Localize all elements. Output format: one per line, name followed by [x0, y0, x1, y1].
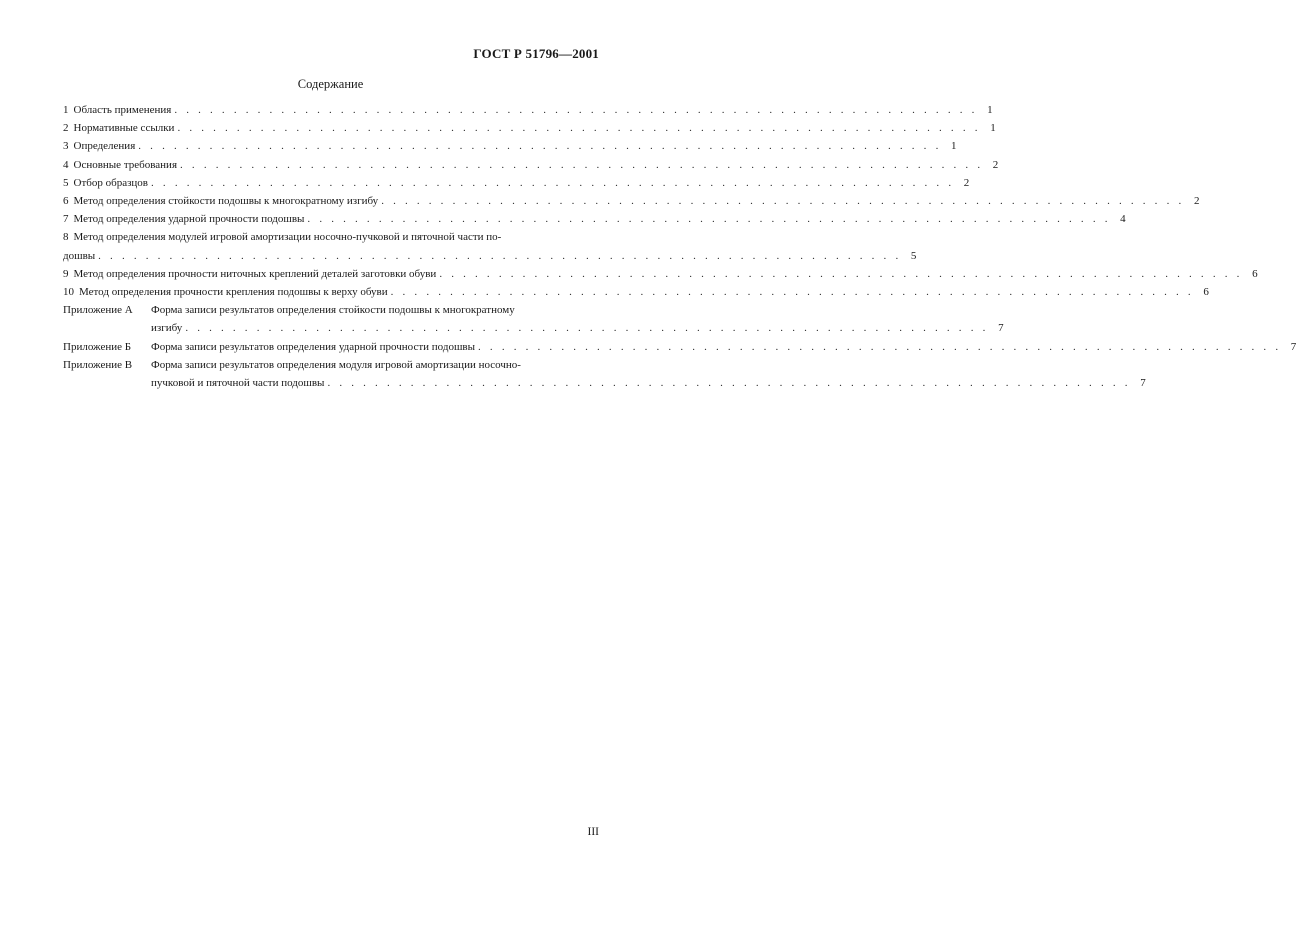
toc-entry-number: 1: [63, 104, 69, 116]
toc-entry[interactable]: [63, 156, 999, 174]
leader-dots: . . . . . . . . . . . . . . . . . . . . . . . . . . . . . . . . . . . . . . . . . . . . . . . . . . . . . . . . . . . . . . . . . . . .: [180, 158, 984, 171]
leader-dots: . . . . . . . . . . . . . . . . . . . . . . . . . . . . . . . . . . . . . . . . . . . . . . . . . . . . . . . . . . . . . . . . . . . .: [381, 195, 1185, 208]
toc-entry-title: Метод определения ударной прочности подошвы: [73, 213, 305, 226]
toc-entry-page: 2: [963, 176, 970, 189]
toc-entry-page: 6: [1203, 286, 1209, 299]
appendix-page: 7: [1140, 377, 1146, 390]
toc-entry-title: Основные требования: [73, 158, 178, 171]
toc-entry-title-line1: Метод определения модулей игровой амортизации носочно-пучковой и пяточной части по-: [73, 231, 502, 244]
toc-entry-number: 3: [63, 140, 69, 153]
toc-entry-title: Метод определения прочности крепления подошвы к верху обуви: [79, 286, 388, 299]
toc-entry-title: Метод определения стойкости подошвы к многократному изгибу: [73, 195, 379, 208]
toc-entry[interactable]: [63, 283, 1209, 301]
toc-entry-title: Нормативные ссылки: [73, 122, 175, 135]
toc-entry[interactable]: [63, 101, 993, 119]
toc-title: Содержание: [297, 77, 364, 91]
toc-entry-number: 8: [63, 231, 69, 244]
toc-entry[interactable]: [63, 192, 1200, 210]
toc-entry-title: Область применения: [73, 104, 172, 116]
appendix-entry[interactable]: [63, 356, 1146, 392]
appendix-label: Приложение А: [63, 304, 133, 317]
leader-dots: . . . . . . . . . . . . . . . . . . . . . . . . . . . . . . . . . . . . . . . . . . . . . . . . . . . . . . . . . . . . . . . . . . . .: [138, 140, 942, 153]
toc-entry-page: 5: [910, 249, 917, 262]
toc-entry-page: 2: [1193, 195, 1200, 208]
toc-entry-title: Метод определения прочности ниточных креплений деталей заготовки обуви: [73, 267, 437, 280]
leader-dots: . . . . . . . . . . . . . . . . . . . . . . . . . . . . . . . . . . . . . . . . . . . . . . . . . . . . . . . . . . . . . . . . . . . .: [174, 104, 978, 116]
appendix-page: 7: [1290, 340, 1296, 353]
table-of-contents: [63, 101, 1296, 392]
leader-dots: . . . . . . . . . . . . . . . . . . . . . . . . . . . . . . . . . . . . . . . . . . . . . . . . . . . . . . . . . . . . . . . . . . . .: [439, 267, 1243, 280]
leader-dots: . . . . . . . . . . . . . . . . . . . . . . . . . . . . . . . . . . . . . . . . . . . . . . . . . . . . . . . . . . . . . . . . . . . .: [98, 249, 902, 262]
toc-entry-number: 7: [63, 213, 69, 226]
toc-entry-number: 6: [63, 195, 69, 208]
toc-entry-number: 10: [63, 286, 74, 299]
toc-entry-page: 1: [987, 104, 993, 116]
toc-entry-page: 2: [992, 158, 999, 171]
leader-dots: . . . . . . . . . . . . . . . . . . . . . . . . . . . . . . . . . . . . . . . . . . . . . . . . . . . . . . . . . . . . . . . . . . . .: [185, 322, 989, 335]
leader-dots: . . . . . . . . . . . . . . . . . . . . . . . . . . . . . . . . . . . . . . . . . . . . . . . . . . . . . . . . . . . . . . . . . . . .: [390, 286, 1194, 299]
appendix-entry[interactable]: [63, 338, 1296, 356]
toc-entry[interactable]: [63, 137, 957, 155]
appendix-entry[interactable]: [63, 301, 1004, 337]
leader-dots: . . . . . . . . . . . . . . . . . . . . . . . . . . . . . . . . . . . . . . . . . . . . . . . . . . . . . . . . . . . . . . . . . . . .: [478, 340, 1282, 353]
appendix-title-line2: изгибу: [151, 322, 183, 335]
toc-entry-title-line2: дошвы: [63, 249, 96, 262]
appendix-label: Приложение В: [63, 358, 133, 371]
appendix-title: Форма записи результатов определения ударной прочности подошвы: [151, 340, 476, 353]
leader-dots: . . . . . . . . . . . . . . . . . . . . . . . . . . . . . . . . . . . . . . . . . . . . . . . . . . . . . . . . . . . . . . . . . . . .: [327, 377, 1131, 390]
toc-entry-number: 4: [63, 158, 69, 171]
appendix-page: 7: [998, 322, 1004, 335]
toc-entry-title: Отбор образцов: [73, 176, 149, 189]
page-number: III: [587, 826, 599, 838]
toc-entry-number: 5: [63, 176, 69, 189]
toc-entry-page: 6: [1252, 267, 1258, 280]
toc-entry[interactable]: [63, 265, 1258, 283]
appendix-title-line2: пучковой и пяточной части подошвы: [151, 377, 325, 390]
leader-dots: . . . . . . . . . . . . . . . . . . . . . . . . . . . . . . . . . . . . . . . . . . . . . . . . . . . . . . . . . . . . . . . . . . . .: [177, 122, 981, 135]
document-code: ГОСТ Р 51796—2001: [473, 46, 599, 61]
leader-dots: . . . . . . . . . . . . . . . . . . . . . . . . . . . . . . . . . . . . . . . . . . . . . . . . . . . . . . . . . . . . . . . . . . . .: [307, 213, 1111, 226]
toc-entry[interactable]: [63, 174, 970, 192]
toc-entry-page: 1: [990, 122, 996, 135]
appendix-title-line1: Форма записи результатов определения стойкости подошвы к многократному: [151, 304, 515, 317]
toc-entry-number: 2: [63, 122, 69, 135]
toc-entry-title: Определения: [73, 140, 136, 153]
toc-entry-page: 1: [951, 140, 957, 153]
toc-entry[interactable]: [63, 210, 1126, 228]
toc-entry-page: 4: [1120, 213, 1126, 226]
toc-entry[interactable]: [63, 119, 996, 137]
toc-entry-number: 9: [63, 267, 69, 280]
leader-dots: . . . . . . . . . . . . . . . . . . . . . . . . . . . . . . . . . . . . . . . . . . . . . . . . . . . . . . . . . . . . . . . . . . . .: [151, 176, 955, 189]
appendix-label: Приложение Б: [63, 340, 132, 353]
toc-entry[interactable]: [63, 228, 917, 264]
appendix-title-line1: Форма записи результатов определения модуля игровой амортизации носочно-: [151, 358, 521, 371]
